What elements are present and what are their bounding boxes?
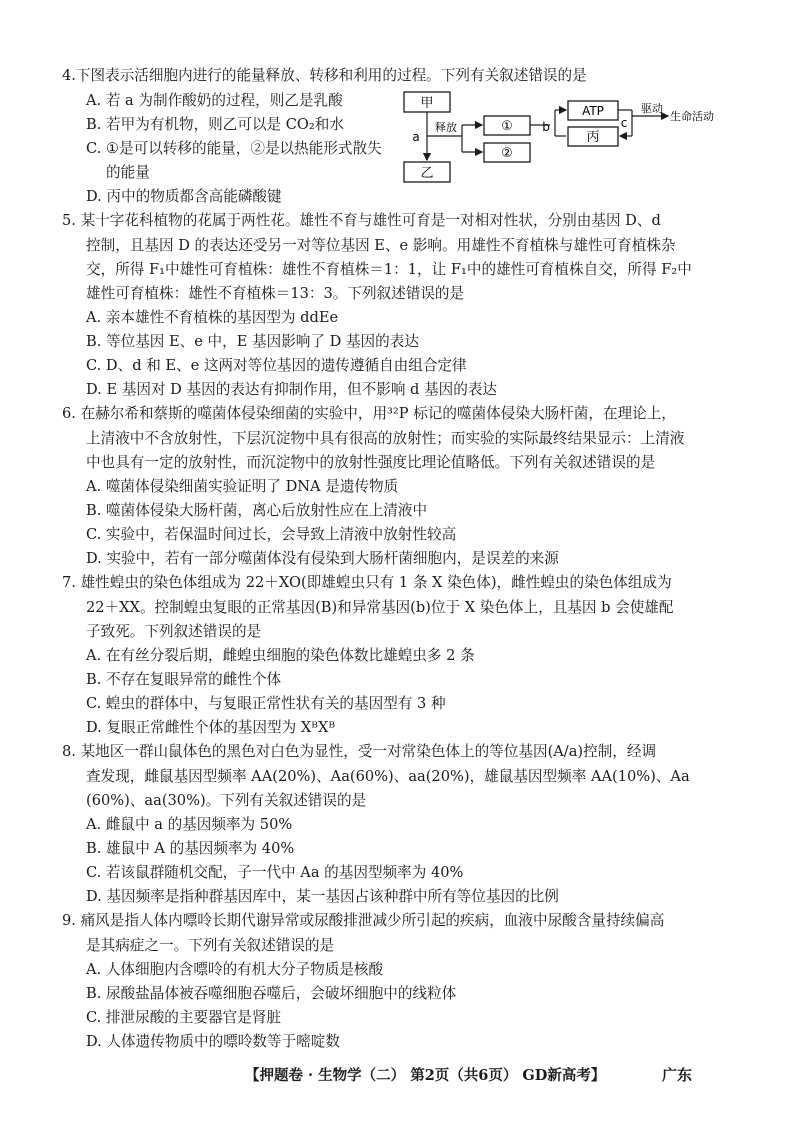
a-label: a: [412, 130, 420, 144]
region-label: 广东: [662, 1066, 693, 1084]
q6-line-2: 上清液中不含放射性，下层沉淀物中具有很高的放射性；而实验的实际最终结果显示：上清液: [86, 430, 685, 447]
q7-option-c: C. 蝗虫的群体中，与复眼正常性状有关的基因型有 3 种: [86, 695, 446, 712]
q5-option-d: D. E 基因对 D 基因的表达有抑制作用，但不影响 d 基因的表达: [86, 381, 498, 398]
bing-label: 丙: [586, 130, 600, 145]
drive-label: 驱动: [641, 102, 663, 115]
q8-option-b: B. 雄鼠中 A 的基因频率为 40%: [86, 840, 295, 857]
c-label: c: [620, 116, 628, 130]
q7-option-b: B. 不存在复眼异常的雌性个体: [86, 671, 282, 688]
jia-label: 甲: [420, 96, 434, 111]
q4-option-b: B. 若甲为有机物，则乙可以是 CO₂和水: [86, 116, 344, 133]
q8-option-d: D. 基因频率是指种群基因库中，某一基因占该种群中所有等位基因的比例: [86, 888, 559, 905]
q6-option-d: D. 实验中，若有一部分噬菌体没有侵染到大肠杆菌细胞内，是误差的来源: [86, 550, 559, 567]
q5-line-4: 雄性可育植株：雄性不育植株＝13：3。下列叙述错误的是: [86, 285, 465, 302]
one-label: ①: [501, 119, 513, 134]
q5-line-2: 控制，且基因 D 的表达还受另一对等位基因 E、e 影响。用雄性不育植株与雄性可育植株杂: [86, 237, 676, 254]
q6-line-3: 中也具有一定的放射性，而沉淀物中的放射性强度比理论值略低。下列有关叙述错误的是: [86, 454, 656, 471]
release-label: 释放: [435, 121, 457, 134]
q9-option-b: B. 尿酸盐晶体被吞噬细胞吞噬后，会破坏细胞中的线粒体: [86, 985, 457, 1002]
q6-option-a: A. 噬菌体侵染细菌实验证明了 DNA 是遗传物质: [86, 478, 399, 495]
q5-option-b: B. 等位基因 E、e 中，E 基因影响了 D 基因的表达: [86, 333, 419, 350]
yi-label: 乙: [420, 166, 434, 181]
q9-option-a: A. 人体细胞内含嘌呤的有机大分子物质是核酸: [86, 961, 384, 978]
q7-option-a: A. 在有丝分裂后期，雌蝗虫细胞的染色体数比雄蝗虫多 2 条: [86, 647, 475, 664]
two-label: ②: [501, 146, 513, 161]
q4-stem: 4.下图表示活细胞内进行的能量释放、转移和利用的过程。下列有关叙述错误的是: [62, 67, 587, 84]
q6-line-1: 6. 在赫尔希和蔡斯的噬菌体侵染细菌的实验中，用³²P 标记的噬菌体侵染大肠杆菌，在理论上，: [62, 405, 676, 422]
q9-line-1: 9. 痛风是指人体内嘌呤长期代谢异常或尿酸排泄减少所引起的疾病，血液中尿酸含量持续偏高: [62, 912, 665, 929]
page-footer: 【押题卷 · 生物学（二） 第2页（共6页） GD新高考】: [245, 1067, 606, 1084]
q6-option-c: C. 实验中，若保温时间过长，会导致上清液中放射性较高: [86, 526, 457, 543]
q7-line-2: 22＋XX。控制蝗虫复眼的正常基因(B)和异常基因(b)位于 X 染色体上，且基因 b 会使雄配: [86, 599, 674, 616]
q7-option-d: D. 复眼正常雌性个体的基因型为 XᴮXᴮ: [86, 719, 336, 736]
q8-option-a: A. 雌鼠中 a 的基因频率为 50%: [86, 816, 293, 833]
q5-line-3: 交，所得 F₁中雄性可育植株：雄性不育植株＝1：1，让 F₁中的雄性可育植株自交，所得 F₂中: [86, 261, 692, 278]
q4-option-c-cont: 的能量: [106, 164, 150, 181]
life-activity-label: 生命活动: [670, 110, 714, 123]
atp-label: ATP: [582, 104, 604, 118]
q8-line-3: (60%)、aa(30%)。下列有关叙述错误的是: [86, 792, 367, 809]
q5-line-1: 5. 某十字花科植物的花属于两性花。雄性不育与雄性可育是一对相对性状，分别由基因 D、d: [62, 212, 661, 229]
q8-line-1: 8. 某地区一群山鼠体色的黑色对白色为显性，受一对常染色体上的等位基因(A/a)控制，经调: [62, 743, 657, 760]
q7-line-1: 7. 雄性蝗虫的染色体组成为 22＋XO(即雄蝗虫只有 1 条 X 染色体)，雌性蝗虫的染色体组成为: [62, 574, 672, 591]
q9-option-d: D. 人体遗传物质中的嘌呤数等于嘧啶数: [86, 1033, 340, 1050]
q5-option-a: A. 亲本雄性不育植株的基因型为 ddEe: [86, 309, 339, 326]
q9-option-c: C. 排泄尿酸的主要器官是肾脏: [86, 1009, 282, 1026]
energy-flow-diagram: [400, 88, 740, 188]
b-label: b: [542, 120, 550, 134]
q4-option-d: D. 丙中的物质都含高能磷酸键: [86, 188, 282, 205]
q7-line-3: 子致死。下列叙述错误的是: [86, 623, 262, 640]
q4-option-c: C. ①是可以转移的能量，②是以热能形式散失: [86, 140, 382, 157]
q4-option-a: A. 若 a 为制作酸奶的过程，则乙是乳酸: [86, 92, 343, 109]
q9-line-2: 是其病症之一。下列有关叙述错误的是: [86, 937, 335, 954]
q5-option-c: C. D、d 和 E、e 这两对等位基因的遗传遵循自由组合定律: [86, 357, 467, 374]
q8-line-2: 查发现，雌鼠基因型频率 AA(20%)、Aa(60%)、aa(20%)，雄鼠基因型频率 AA(10%)、Aa: [86, 768, 690, 785]
q6-option-b: B. 噬菌体侵染大肠杆菌，离心后放射性应在上清液中: [86, 502, 428, 519]
q8-option-c: C. 若该鼠群随机交配，子一代中 Aa 的基因型频率为 40%: [86, 864, 464, 881]
